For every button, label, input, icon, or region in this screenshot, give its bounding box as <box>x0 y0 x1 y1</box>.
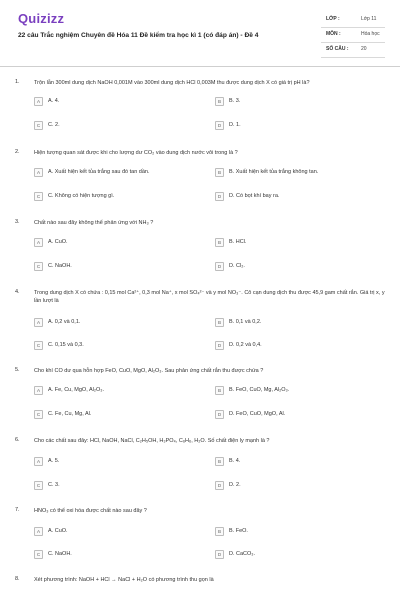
option-letter-box: B <box>215 457 224 466</box>
info-value: Lớp 11 <box>361 16 377 22</box>
option-text: D. FeO, CuO, MgO, Al. <box>229 411 286 417</box>
worksheet-header <box>0 0 400 62</box>
option-letter-box: B <box>215 527 224 536</box>
option-letter-box: C <box>34 410 43 419</box>
question-number: 2. <box>15 149 20 155</box>
question-text: Cho khí CO dư qua hỗn hợp FeO, CuO, MgO, Al₂O₃. Sau phản ứng chất rắn thu được chứa ? <box>34 368 264 374</box>
option-text: D. Cl₂. <box>229 263 245 269</box>
option-text: C. NaOH. <box>48 263 72 269</box>
option-text: A. 0,2 và 0,1. <box>48 319 81 325</box>
question-text: Cho các chất sau đây: HCl, NaOH, NaCl, C₂H₅OH, H₃PO₄, C₆H₆, H₂O. Số chất điện ly mạnh là ? <box>34 438 270 444</box>
info-row-question-count <box>321 43 385 58</box>
option-letter-box: B <box>215 238 224 247</box>
option-letter-box: A <box>34 97 43 106</box>
option-letter-box: C <box>34 481 43 490</box>
option-text: D. 0,2 và 0,4. <box>229 342 262 348</box>
question-number: 5. <box>15 367 20 373</box>
option-text: B. 3. <box>229 98 241 104</box>
question-text: Trong dung dịch X có chứa : 0,15 mol Ca²⁺, 0,3 mol Na⁺, x mol SO₄²⁻ và y mol NO₃⁻. Cô cạn dung dịch thu được 45,9 gam chất rắn. Giá trị x, y lần lượt là <box>34 290 385 304</box>
question-text: Trộn lẫn 300ml dung dịch NaOH 0,001M vào 300ml dung dịch HCl 0,003M thu được dung dịch X có giá trị pH là? <box>34 80 310 86</box>
option-text: C. 2. <box>48 122 60 128</box>
info-value: Hóa học <box>361 31 380 37</box>
option-text: A. CuO. <box>48 239 68 245</box>
question-text: Xét phương trình: NaOH + HCl → NaCl + H₂O có phương trình thu gọn là <box>34 577 214 583</box>
header-divider <box>0 66 400 67</box>
option-text: A. Xuất hiện kết tủa trắng sau đó tan dần. <box>48 169 150 175</box>
option-text: D. 2. <box>229 482 241 488</box>
worksheet-title: 22 câu Trắc nghiệm Chuyên đề Hóa 11 Đề kiểm tra học kì 1 (có đáp án) - Đề 4 <box>18 32 259 39</box>
worksheet-info-table <box>321 13 385 58</box>
option-text: C. 0,15 và 0,3. <box>48 342 84 348</box>
option-letter-box: B <box>215 318 224 327</box>
option-text: B. FeO. <box>229 528 248 534</box>
option-letter-box: A <box>34 527 43 536</box>
option-text: B. HCl. <box>229 239 247 245</box>
question-number: 8. <box>15 576 20 582</box>
question-number: 4. <box>15 289 20 295</box>
option-text: C. 3. <box>48 482 60 488</box>
option-letter-box: C <box>34 550 43 559</box>
option-text: B. 4. <box>229 458 241 464</box>
option-letter-box: D <box>215 262 224 271</box>
option-text: C. Fe, Cu, Mg, Al. <box>48 411 92 417</box>
question-number: 1. <box>15 79 20 85</box>
question-number: 7. <box>15 507 20 513</box>
option-text: B. FeO, CuO, Mg, Al₂O₃. <box>229 387 290 393</box>
option-letter-box: B <box>215 97 224 106</box>
option-letter-box: A <box>34 386 43 395</box>
option-text: D. Có bọt khí bay ra. <box>229 193 280 199</box>
quizizz-logo: Quizizz <box>18 11 65 26</box>
info-key: MÔN : <box>326 31 341 37</box>
option-text: B. Xuất hiện kết tủa trắng không tan. <box>229 169 319 175</box>
option-letter-box: A <box>34 238 43 247</box>
option-letter-box: C <box>34 192 43 201</box>
info-row-class <box>321 13 385 28</box>
option-letter-box: B <box>215 386 224 395</box>
question-text: Chất nào sau đây không thể phản ứng với NH₃ ? <box>34 220 154 226</box>
option-letter-box: D <box>215 341 224 350</box>
question-text: HNO₃ có thể oxi hóa được chất nào sau đây ? <box>34 508 147 514</box>
info-value: 20 <box>361 46 367 52</box>
option-text: A. Fe, Cu, MgO, Al₂O₃. <box>48 387 105 393</box>
option-text: D. 1. <box>229 122 241 128</box>
question-text: Hiện tượng quan sát được khi cho lượng dư CO₂ vào dung dịch nước vôi trong là ? <box>34 150 238 156</box>
info-key: SỐ CÂU : <box>326 46 349 52</box>
option-letter-box: D <box>215 121 224 130</box>
option-letter-box: A <box>34 168 43 177</box>
option-letter-box: D <box>215 481 224 490</box>
option-text: D. CaCO₃. <box>229 551 256 557</box>
option-letter-box: C <box>34 121 43 130</box>
option-text: C. Không có hiện tượng gì. <box>48 193 115 199</box>
info-row-subject <box>321 28 385 43</box>
option-letter-box: A <box>34 318 43 327</box>
question-number: 6. <box>15 437 20 443</box>
option-letter-box: B <box>215 168 224 177</box>
option-letter-box: C <box>34 262 43 271</box>
option-letter-box: C <box>34 341 43 350</box>
option-text: C. NaOH. <box>48 551 72 557</box>
option-letter-box: A <box>34 457 43 466</box>
option-text: A. 4. <box>48 98 60 104</box>
option-text: A. CuO. <box>48 528 68 534</box>
question-number: 3. <box>15 219 20 225</box>
option-letter-box: D <box>215 550 224 559</box>
option-text: B. 0,1 và 0,2. <box>229 319 262 325</box>
option-letter-box: D <box>215 192 224 201</box>
option-letter-box: D <box>215 410 224 419</box>
option-text: A. 5. <box>48 458 60 464</box>
info-key: LỚP : <box>326 16 340 22</box>
